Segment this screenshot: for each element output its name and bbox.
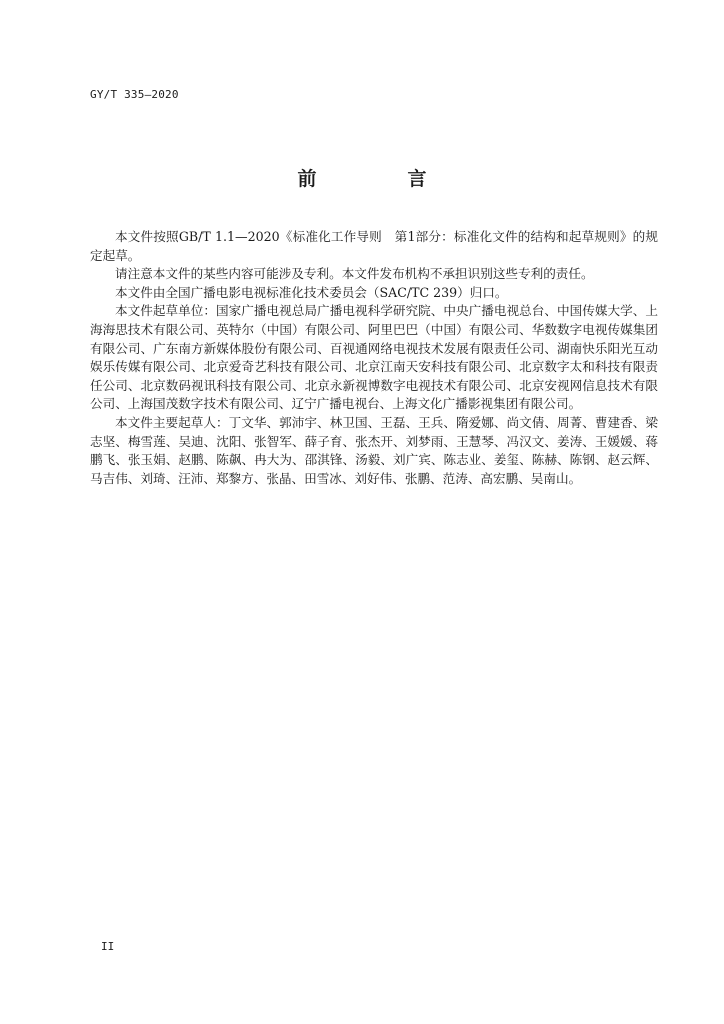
paragraph-patent-notice: 请注意本文件的某些内容可能涉及专利。本文件发布机构不承担识别这些专利的责任。 [115,266,594,282]
page-title: 前 言 [297,168,463,190]
paragraph-drafting-rules: 本文件按照GB/T 1.1—2020《标准化工作导则 第1部分：标准化文件的结构和起草规则》的规定起草。 [90,229,658,263]
paragraph-drafting-units: 本文件起草单位：国家广播电视总局广播电视科学研究院、中央广播电视总台、中国传媒大学、上海海思技术有限公司、英特尔（中国）有限公司、阿里巴巴（中国）有限公司、华数数字电视传媒集团有限公司、广东南方新媒体股份有限公司、百视通网络电视技术发展有限责任公司、湖南快乐阳光互动娱乐传媒有限公司、北京爱奇艺科技有限公司、北京江南天安科技有限公司、北京数字太和科技有限责任公司、北京数码视讯科技有限公司、北京永新视博数字电视技术有限公司、北京安视网信息技术有限公司、上海国茂数字技术有限公司、辽宁广播电视台、上海文化广播影视集团有限公司。 [90,303,658,412]
paragraph-committee: 本文件由全国广播电影电视标准化技术委员会（SAC/TC 239）归口。 [115,284,508,300]
paragraph-drafters: 本文件主要起草人：丁文华、郭沛宇、林卫国、王磊、王兵、隋爱娜、尚文倩、周菁、曹建香、梁志坚、梅雪莲、吴迪、沈阳、张智军、薛子育、张杰开、刘梦雨、王慧琴、冯汉文、姜涛、王媛媛、蒋鹏飞、张玉娟、赵鹏、陈飙、冉大为、邵淇锋、汤毅、刘广宾、陈志业、姜玺、陈赫、陈钢、赵云辉、马吉伟、刘琦、汪沛、郑黎方、张晶、田雪冰、刘好伟、张鹏、范涛、高宏鹏、吴南山。 [90,414,658,486]
foreword-body [90,228,658,488]
standard-code-header: GY/T 335—2020 [90,88,179,101]
page-number: II [101,940,115,953]
